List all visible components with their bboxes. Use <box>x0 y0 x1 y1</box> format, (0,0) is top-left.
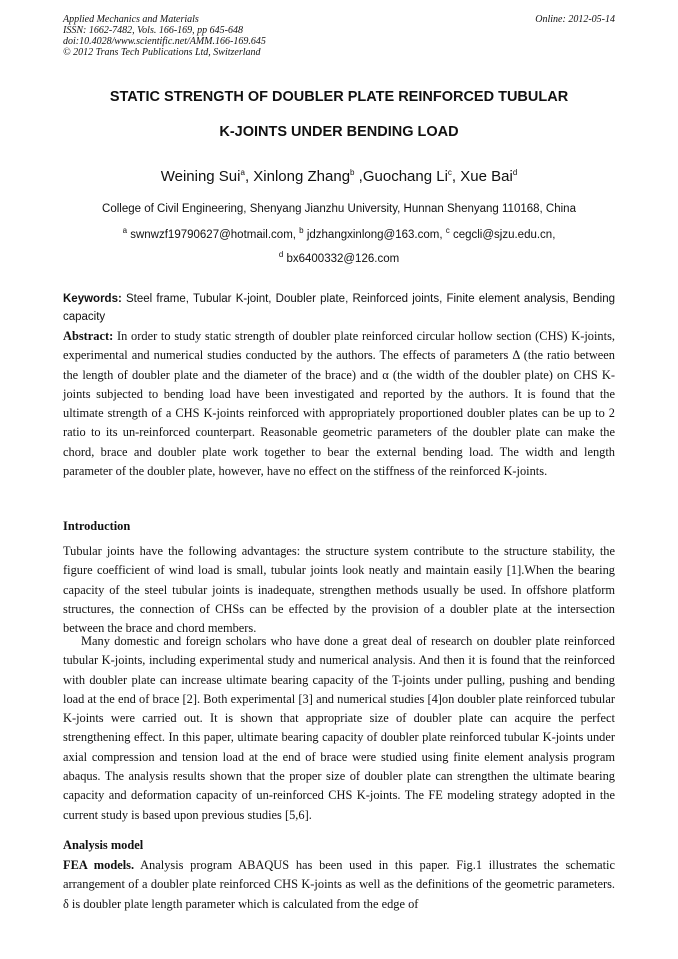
abstract-label: Abstract: <box>63 329 114 343</box>
paper-title-line-1: STATIC STRENGTH OF DOUBLER PLATE REINFORCED TUBULAR <box>109 89 569 105</box>
author-separator: , <box>451 168 461 185</box>
keywords-text: Steel frame, Tubular K-joint, Doubler plate, Reinforced joints, Finite element analysis, Bending capacity <box>63 293 615 323</box>
email-link[interactable]: jdzhangxinlong@163.com, <box>306 229 443 241</box>
author-separator: , <box>244 168 254 185</box>
keywords-block <box>63 290 615 326</box>
author-affil-mark: a <box>240 168 245 177</box>
author-affil-mark: c <box>447 168 452 177</box>
email-line-2 <box>40 250 638 265</box>
author-affil-mark: d <box>512 168 518 177</box>
issn-line: ISSN: 1662-7482, Vols. 166-169, pp 645-648 <box>63 25 243 36</box>
author-affil-mark: b <box>350 168 355 177</box>
abstract-block <box>63 327 615 481</box>
abstract-text: In order to study static strength of doubler plate reinforced circular hollow section (CHS) K-joints, experimental and numerical studies conducted by the authors. The effects of parameters Δ (the ratio between the length of doubler plate and the diameter of the brace) and α (the width of the doubler plate) on CHS K-joints subjected to bending load have been investigated and reported by the authors. It is found that the ultimate strength of a CHS K-joints reinforced with appropriately proportioned doubler plates can be up to 2 ratio to its un-reinforced counterpart. Reasonable geometric parameters of the doubler plate can make the chord, brace and doubler plate work together to bear the external bending load. The width and length parameter of the doubler plate, however, have no effect on the stiffness of the reinforced K-joints. <box>63 329 615 479</box>
email-mark: c <box>445 226 450 236</box>
affiliation: College of Civil Engineering, Shenyang Jianzhu University, Hunnan Shenyang 110168, China <box>102 203 576 215</box>
author-name: Xinlong Zhang <box>253 168 351 185</box>
introduction-paragraph-2: Many domestic and foreign scholars who have done a great deal of research on doubler plate reinforced tubular K-joints, including experimental study and numerical analysis. And then it is found that the reinforced with doubler plate can increase ultimate bearing capacity of the T-joints under pulling, pushing and bending load at the end of brace [2]. Both experimental [3] and numerical studies [4]on doubler plate reinforced tubular K-joints were carried out. It is shown that appropriate size of doubler plate can acquire the perfect strengthening effect. In this paper, ultimate bearing capacity of doubler plate reinforced tubular K-joints under axial compression and tension load at the end of brace were studied using finite element analysis program abaqus. The analysis results shown that the proper size of doubler plate can strengthen the ultimate bearing capacity and deformation capacity of un-reinforced CHS K-joints. The FE modeling strategy adopted in the current study is based upon previous studies [5,6]. <box>63 634 615 822</box>
author-name: Weining Sui <box>160 168 241 185</box>
online-date: Online: 2012-05-14 <box>535 14 615 25</box>
author-name: Guochang Li <box>362 168 448 185</box>
paper-title-line-2: K-JOINTS UNDER BENDING LOAD <box>219 124 459 140</box>
introduction-paragraph-2-block <box>63 632 615 825</box>
fea-text: Analysis program ABAQUS has been used in this paper. Fig.1 illustrates the schematic arrangement of a doubler plate reinforced CHS K-joints as well as the definitions of the geometric parameters. δ is doubler plate length parameter which is calculated from the edge of <box>63 858 615 911</box>
fea-label: FEA models. <box>63 858 135 872</box>
journal-name: Applied Mechanics and Materials <box>63 14 199 25</box>
email-mark: a <box>122 226 128 236</box>
email-mark: b <box>299 226 304 236</box>
email-line-1 <box>40 226 638 241</box>
journal-header <box>63 14 615 58</box>
author-list <box>40 168 638 185</box>
email-link[interactable]: bx6400332@126.com <box>286 253 400 265</box>
email-link[interactable]: swnwzf19790627@hotmail.com, <box>130 229 296 241</box>
author-separator: , <box>354 168 363 185</box>
introduction-heading: Introduction <box>63 519 131 533</box>
email-mark: d <box>278 250 284 260</box>
author-name: Xue Bai <box>460 168 513 185</box>
email-link[interactable]: cegcli@sjzu.edu.cn, <box>452 229 556 241</box>
fea-paragraph <box>63 856 615 914</box>
analysis-heading: Analysis model <box>63 838 144 852</box>
keywords-label: Keywords: <box>63 293 122 305</box>
copyright-line: © 2012 Trans Tech Publications Ltd, Switzerland <box>63 47 261 58</box>
doi-line: doi:10.4028/www.scientific.net/AMM.166-169.645 <box>63 36 266 47</box>
introduction-paragraph-1: Tubular joints have the following advantages: the structure system contribute to the structure stability, the figure coefficient of wind load is small, tubular joints look neatly and maintain easily [1].When the bearing capacity of the steel tubular joints is inadequate, strengthen methods usually be used. In offshore platform structures, the connection of CHSs can be effected by the provision of a doubler plate at the intersection between the brace and chord members. <box>63 544 615 636</box>
